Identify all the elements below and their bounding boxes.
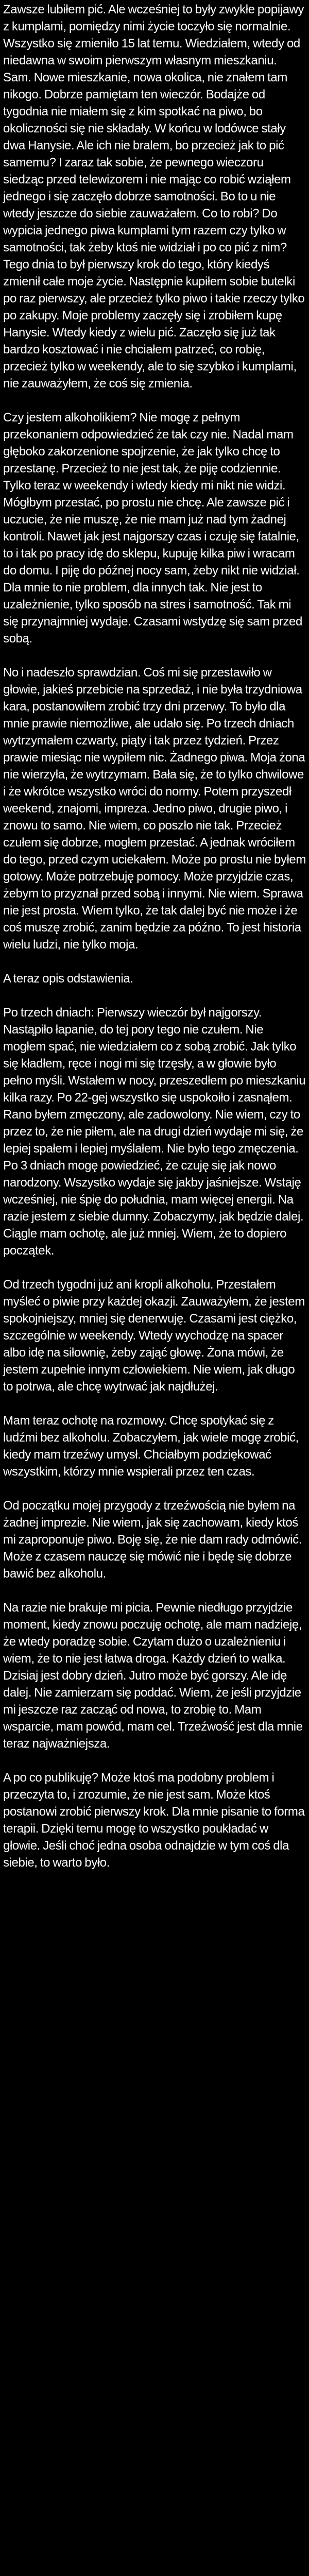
paragraph: A po co publikuję? Może ktoś ma podobny problem i przeczyta to, i zrozumie, że nie jest sam. Może ktoś postanowi zrobić pierwszy krok. Dla mnie pisanie to forma terapii. Dzięki temu mogę to wszystko poukładać w głowie. Jeśli choć jedna osoba odnajdzie w tym coś dla siebie, to warto było. <box>3 1771 305 1870</box>
paragraph: Czy jestem alkoholikiem? Nie mogę z pełnym przekonaniem odpowiedzieć że tak czy nie. Nadal mam głęboko zakorzenione spojrzenie, że jak tylko chcę to przestanę. Przecież to nie jest tak, że piję codziennie. Tylko teraz w weekendy i wtedy kiedy mi nikt nie widzi. Mógłbym przestać, po prostu nie chcę. Ale zawsze pić i uczucie, że nie muszę, że nie mam już nad tym żadnej kontroli. Nawet jak jest najgorszy czas i czuję się fatalnie, to i tak po pracy idę do sklepu, kupuję kilka piw i wracam do domu. I piję do późnej nocy sam, żeby nikt nie widział. Dla mnie to nie problem, dla innych tak. Nie jest to uzależnienie, tylko sposób na stres i samotność. Tak mi się przynajmniej wydaje. Czasami wstydzę się sam przed sobą. <box>3 411 302 646</box>
paragraph: A teraz opis odstawienia. <box>3 972 133 986</box>
paragraph: Na razie nie brakuje mi picia. Pewnie niedługo przyjdzie moment, kiedy znowu poczuję ochotę, ale mam nadzieję, że wtedy poradzę sobie. Czytam dużo o uzależnieniu i wiem, że to nie jest łatwa droga. Każdy dzień to walka. Dzisiaj jest dobry dzień. Jutro może być gorszy. Ale idę dalej. Nie zamierzam się poddać. Wiem, że jeśli przyjdzie mi jeszcze raz zacząć od nowa, to zrobię to. Mam wsparcie, mam powód, mam cel. Trzeźwość jest dla mnie teraz najważniejsza. <box>3 1601 303 1751</box>
paragraph: Od początku mojej przygody z trzeźwością nie byłem na żadnej imprezie. Nie wiem, jak się zachowam, kiedy ktoś mi zaproponuje piwo. Boję się, że nie dam rady odmówić. Może z czasem nauczę się mówić nie i będę się dobrze bawić bez alkoholu. <box>3 1499 302 1581</box>
paragraph: Po trzech dniach: Pierwszy wieczór był najgorszy. Nastąpiło łapanie, do tej pory tego nie czułem. Nie mogłem spać, nie wiedziałem co z sobą zrobić. Jak tylko się kładłem, ręce i nogi mi się trzęsły, a w głowie było pełno myśli. Wstałem w nocy, przeszedłem po mieszkaniu kilka razy. Po 22-gej wszystko się uspokoiło i zasnąłem. Rano byłem zmęczony, ale zadowolony. Nie wiem, czy to przez to, że nie piłem, ale na drugi dzień wydaje mi się, że lepiej spałem i lepiej myślałem. Nie było tego zmęczenia. Po 3 dniach mogę powiedzieć, że czuję się jak nowo narodzony. Wszystko wydaje się jakby jaśniejsze. Wstaję wcześniej, nie śpię do południa, mam więcej energii. Na razie jestem z siebie dumny. Zobaczymy, jak będzie dalej. Ciągle mam ochotę, ale już mniej. Wiem, że to dopiero początek. <box>3 1006 306 1258</box>
paragraph: No i nadeszło sprawdzian. Coś mi się przestawiło w głowie, jakieś przebicie na sprzedaż, i nie była trzydniowa kara, postanowiłem zrobić trzy dni przerwy. To było dla mnie prawie niemożliwe, ale udało się. Po trzech dniach wytrzymałem czwarty, piąty i tak przez tydzień. Przez prawie miesiąc nie wypiłem nic. Żadnego piwa. Moja żona nie wierzyła, że wytrzymam. Bała się, że to tylko chwilowe i że wkrótce wszystko wróci do normy. Potem przyszedł weekend, znajomi, impreza. Jedno piwo, drugie piwo, i znowu to samo. Nie wiem, co poszło nie tak. Przecież czułem się dobrze, mogłem przestać. A jednak wróciłem do tego, przed czym uciekałem. Może po prostu nie byłem gotowy. Może potrzebuję pomocy. Może przyjdzie czas, żebym to przyznał przed sobą i innymi. Nie wiem. Sprawa nie jest prosta. Wiem tylko, że tak dalej być nie może i że coś muszę zrobić, zanim będzie za późno. To jest historia wielu ludzi, nie tylko moja. <box>3 666 306 952</box>
paragraph: Zawsze lubiłem pić. Ale wcześniej to były zwykłe popijawy z kumplami, pomiędzy nimi życie toczyło się normalnie. Wszystko się zmieniło 15 lat temu. Wiedziałem, wtedy od niedawna w swoim pierwszym własnym mieszkaniu. Sam. Nowe mieszkanie, nowa okolica, nie znałem tam nikogo. Dobrze pamiętam ten wieczór. Bodajże od tygodnia nie miałem się z kim spotkać na piwo, bo okoliczności się nie składały. W końcu w lodówce stały dwa Hanysie. Ale ich nie bralem, bo przecież jak to pić samemu? I zaraz tak sobie, że pewnego wieczoru siedząc przed telewizorem i nie mając co robić wziąłem jednego i się zaczęło dobrze samotności. Bo to u nie wtedy jeszcze do siebie zauważałem. Co to robi? Do wypicia jednego piwa kumplami tym razem czy tylko w samotności, tak żeby ktoś nie widział i po co pić z nim? Tego dnia to był pierwszy krok do tego, który kiedyś zmienił całe moje życie. Następnie kupiłem sobie butelki po raz pierwszy, ale przecież tylko piwo i takie rzeczy tylko po zakupy. Moje problemy zaczęły się i zrobiłem kupę Hanysie. Wtedy kiedy z wielu pić. Zaczęło się już tak bardzo kosztować i nie chciałem patrzeć, co robię, przecież tylko w weekendy, ale to się szybko i kumplami, nie zauważyłem, że coś się zmienia. <box>3 3 305 391</box>
paragraph: Od trzech tygodni już ani kropli alkoholu. Przestałem myśleć o piwie przy każdej okazji. Zauważyłem, że jestem spokojniejszy, mniej się denerwuję. Czasami jest ciężko, szczególnie w weekendy. Wtedy wychodzę na spacer albo idę na siłownię, żeby zająć głowę. Żona mówi, że jestem zupełnie innym człowiekiem. Nie wiem, jak długo to potrwa, ale chcę wytrwać jak najdłużej. <box>3 1278 305 1394</box>
paragraph: Mam teraz ochotę na rozmowy. Chcę spotykać się z ludźmi bez alkoholu. Zobaczyłem, jak wiele mogę zrobić, kiedy mam trzeźwy umysł. Chciałbym podziękować wszystkim, którzy mnie wspierali przez ten czas. <box>3 1414 299 1479</box>
